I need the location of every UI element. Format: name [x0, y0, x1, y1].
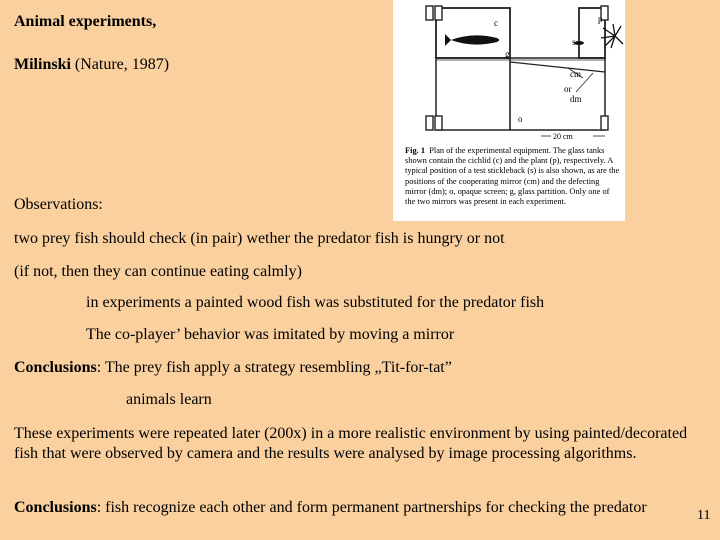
cichlid-icon	[445, 34, 499, 46]
label-or: or	[564, 84, 572, 94]
observations-heading: Observations:	[14, 196, 103, 213]
conclusions-line	[14, 358, 452, 378]
experiment-figure	[393, 0, 625, 221]
conclusions-label: Conclusions	[14, 359, 97, 376]
cichlid-tank	[436, 8, 510, 58]
corner-post	[435, 6, 442, 20]
corner-post	[435, 116, 442, 130]
caption-text: Plan of the experimental equipment. The glass tanks shown contain the cichlid (c) and the plant (p), respectively. A typical position of a test stickleback (s) is also shown, as are the positions of the cooperating mirror (cm) and the defecting mirror (dm); o, opaque screen; g, glass partition. Only one of the two mirrors was present in each experiment.	[405, 146, 620, 207]
citation-source: (Nature, 1987)	[74, 56, 170, 73]
page-number: 11	[697, 508, 711, 523]
observation-line: two prey fish should check (in pair) wether the predator fish is hungry or not	[14, 230, 505, 247]
indent-line: in experiments a painted wood fish was substituted for the predator fish	[86, 294, 545, 311]
indent-line: The co-player’ behavior was imitated by moving a mirror	[86, 326, 455, 343]
observation-line: (if not, then they can continue eating calmly)	[14, 263, 302, 280]
tank-diagram	[393, 0, 625, 146]
label-dm: dm	[570, 94, 582, 104]
mirror-line	[510, 62, 605, 72]
animals-learn: animals learn	[126, 391, 212, 408]
conclusions-text: : fish recognize each other and form permanent partnerships for checking the predator	[96, 499, 647, 516]
label-c: c	[494, 18, 498, 28]
repeated-paragraph: These experiments were repeated later (200x) in a more realistic environment by using painted/decorated fish that were observed by camera and the results were analysed by image processing algorithms.	[14, 425, 688, 462]
label-g: g	[505, 49, 510, 59]
figure-caption	[405, 146, 621, 207]
conclusions-text: : The prey fish apply a strategy resembling „Tit-for-tat”	[96, 359, 452, 376]
corner-post	[426, 6, 433, 20]
caption-label: Fig. 1	[405, 146, 426, 155]
conclusions-label: Conclusions	[14, 499, 97, 516]
label-scale: 20 cm	[553, 132, 573, 141]
corner-post	[426, 116, 433, 130]
label-s: s	[572, 37, 576, 47]
corner-post	[601, 116, 608, 130]
label-p: p	[598, 14, 603, 24]
title-line: Animal experiments,	[14, 13, 157, 30]
label-o: o	[518, 114, 523, 124]
citation	[14, 55, 169, 75]
author-name: Milinski	[14, 56, 71, 73]
label-cm: cm	[570, 69, 581, 79]
conclusions-final	[14, 498, 678, 518]
